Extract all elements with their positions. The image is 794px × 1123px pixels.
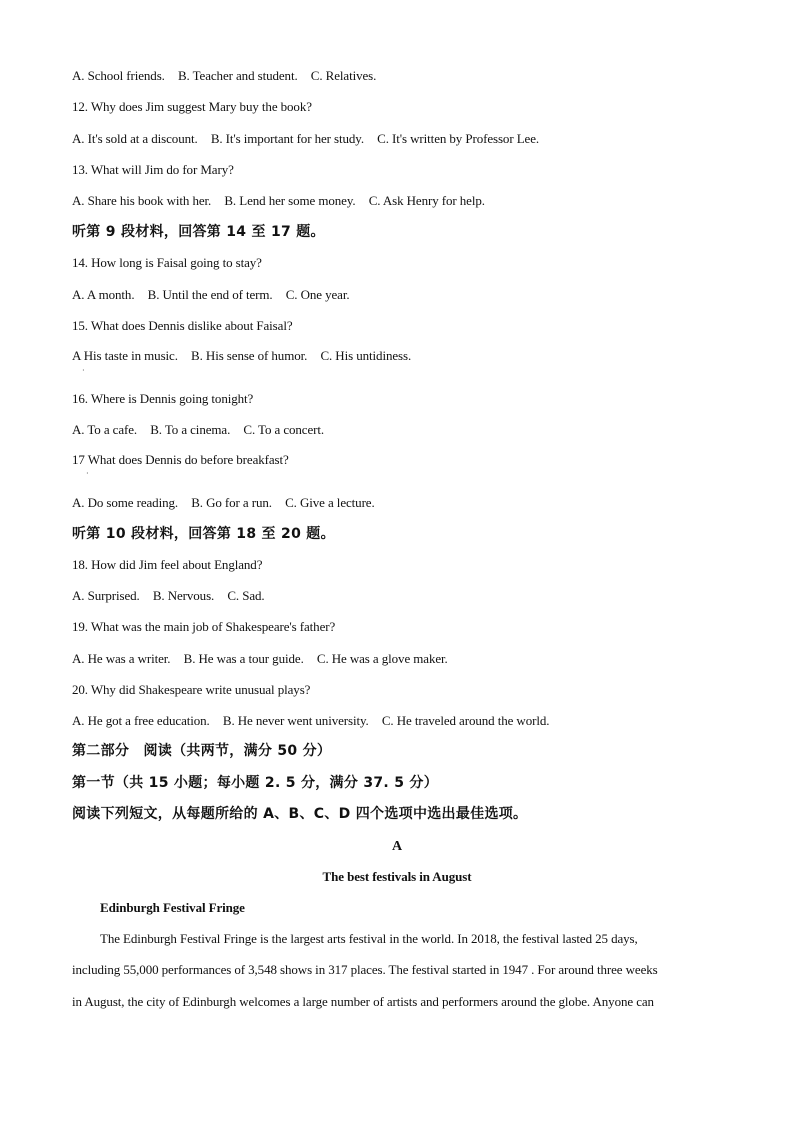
- q12-option-a: A. It's sold at a discount.: [72, 131, 198, 146]
- q17-option-b: B. Go for a run.: [191, 495, 272, 510]
- section-10-heading: 听第 10 段材料，回答第 18 至 20 题。: [72, 526, 335, 542]
- passage-line-3: in August, the city of Edinburgh welcomes a large number of artists and performers around the globe. Anyone can: [72, 994, 654, 1009]
- q12-option-c: C. It's written by Professor Lee.: [377, 131, 540, 146]
- q16-option-b: B. To a cinema.: [150, 422, 231, 437]
- q20-option-a: A. He got a free education.: [72, 713, 210, 728]
- q11-option-a: A. School friends.: [72, 68, 165, 83]
- q13-options: [72, 193, 495, 209]
- section-1-heading: 第一节（共 15 小题；每小题 2. 5 分，满分 37. 5 分）: [72, 775, 439, 791]
- q16-text: 16. Where is Dennis going tonight?: [72, 391, 254, 406]
- q14-option-b: B. Until the end of term.: [147, 287, 273, 302]
- q14-option-c: C. One year.: [285, 287, 350, 302]
- q15-options: [72, 348, 421, 364]
- q14-options: [72, 287, 360, 303]
- q15-option-c: C. His untidiness.: [320, 348, 412, 363]
- q19-option-a: A. He was a writer.: [72, 651, 171, 666]
- q17-option-a: A. Do some reading.: [72, 495, 179, 510]
- q13-text: 13. What will Jim do for Mary?: [72, 162, 234, 177]
- passage-letter: A: [391, 839, 402, 854]
- q12-options: [72, 131, 549, 147]
- q15-option-a: A His taste in music.: [72, 348, 178, 363]
- q16-options: [72, 422, 334, 438]
- q12-option-b: B. It's important for her study.: [210, 131, 365, 146]
- q20-option-b: B. He never went university.: [222, 713, 369, 728]
- q19-option-b: B. He was a tour guide.: [183, 651, 304, 666]
- stray-dot-mark: ·: [86, 469, 89, 478]
- q18-option-a: A. Surprised.: [72, 588, 140, 603]
- q11-option-c: C. Relatives.: [310, 68, 377, 83]
- q15-option-b: B. His sense of humor.: [191, 348, 308, 363]
- stray-dot-mark: ·: [82, 366, 85, 375]
- q19-option-c: C. He was a glove maker.: [316, 651, 448, 666]
- section-9-heading: 听第 9 段材料，回答第 14 至 17 题。: [72, 224, 325, 240]
- reading-instruction: 阅读下列短文，从每题所给的 A、B、C、D 四个选项中选出最佳选项。: [72, 806, 528, 822]
- q12-text: 12. Why does Jim suggest Mary buy the book?: [72, 99, 312, 114]
- q17-text: 17 What does Dennis do before breakfast?: [72, 452, 289, 467]
- q16-option-a: A. To a cafe.: [72, 422, 138, 437]
- q18-text: 18. How did Jim feel about England?: [72, 557, 263, 572]
- passage-line-2: including 55,000 performances of 3,548 shows in 317 places. The festival started in 1947 . For around three weeks: [72, 962, 658, 977]
- q11-option-b: B. Teacher and student.: [177, 68, 298, 83]
- q17-option-c: C. Give a lecture.: [285, 495, 375, 510]
- passage-title: The best festivals in August: [322, 869, 472, 884]
- passage-line-1: The Edinburgh Festival Fringe is the largest arts festival in the world. In 2018, the festival lasted 25 days,: [100, 931, 638, 946]
- q19-text: 19. What was the main job of Shakespeare's father?: [72, 619, 336, 634]
- q19-options: [72, 651, 458, 667]
- q14-option-a: A. A month.: [72, 287, 135, 302]
- q13-option-a: A. Share his book with her.: [72, 193, 212, 208]
- q13-option-b: B. Lend her some money.: [224, 193, 356, 208]
- q17-options: [72, 495, 385, 511]
- q20-text: 20. Why did Shakespeare write unusual plays?: [72, 682, 311, 697]
- q11-options: [72, 68, 386, 84]
- part-2-heading: 第二部分 阅读（共两节，满分 50 分）: [72, 743, 332, 759]
- q15-text: 15. What does Dennis dislike about Faisal?: [72, 318, 293, 333]
- q14-text: 14. How long is Faisal going to stay?: [72, 255, 262, 270]
- q18-option-b: B. Nervous.: [152, 588, 215, 603]
- q20-options: [72, 713, 559, 729]
- passage-subtitle: Edinburgh Festival Fringe: [100, 900, 245, 915]
- q13-option-c: C. Ask Henry for help.: [368, 193, 485, 208]
- q18-options: [72, 588, 275, 604]
- q18-option-c: C. Sad.: [227, 588, 265, 603]
- q20-option-c: C. He traveled around the world.: [381, 713, 550, 728]
- q16-option-c: C. To a concert.: [243, 422, 325, 437]
